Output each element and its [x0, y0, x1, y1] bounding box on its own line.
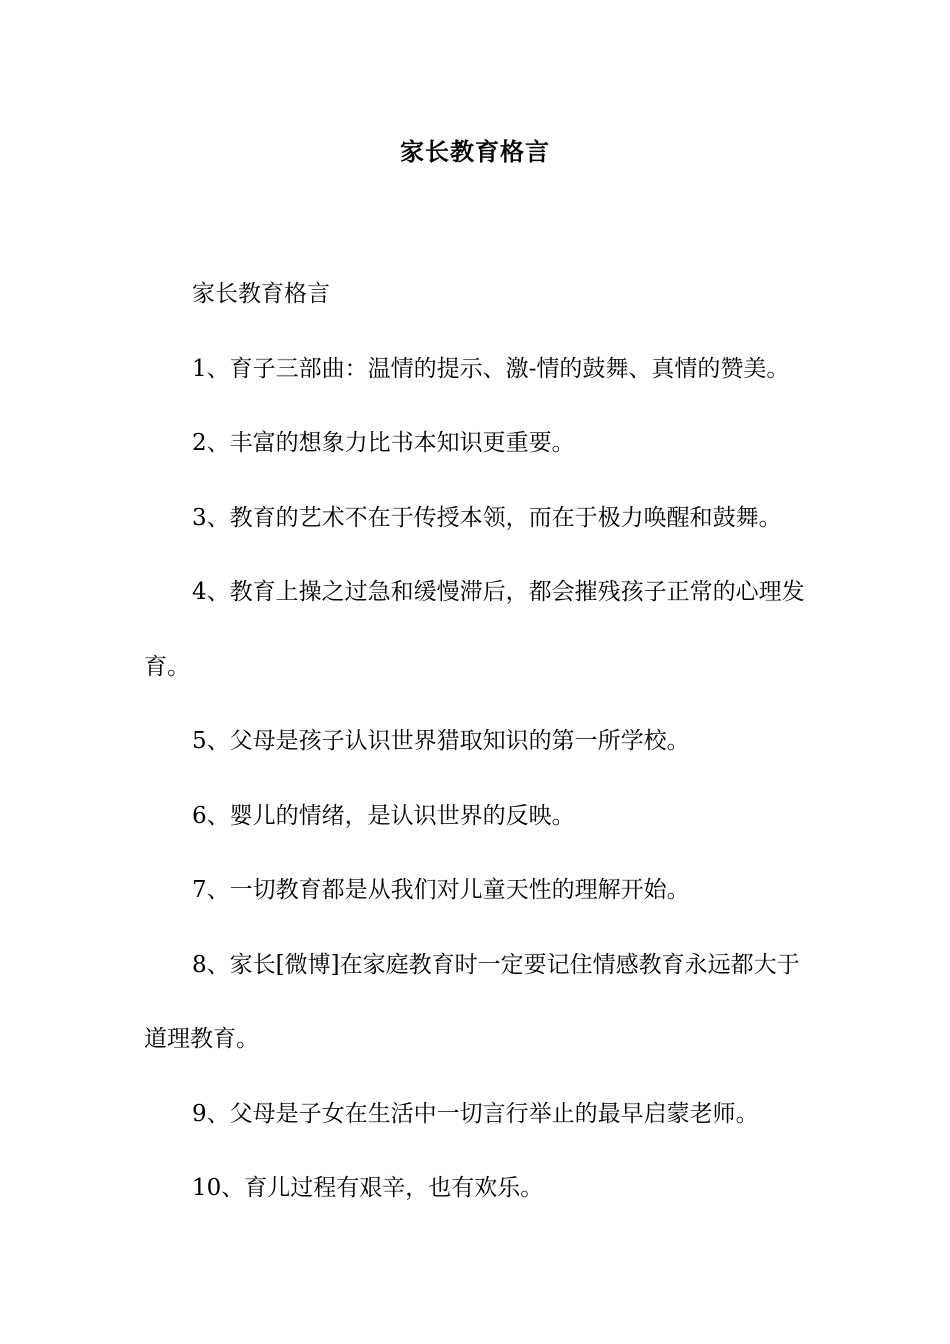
paragraph-item-2: 2、丰富的想象力比书本知识更重要。 — [192, 430, 575, 456]
document-title: 家长教育格言 — [400, 137, 550, 166]
document-body — [144, 257, 808, 1226]
paragraph-item-6: 6、婴儿的情绪，是认识世界的反映。 — [192, 802, 575, 829]
paragraph-item-9: 9、父母是子女在生活中一切言行举止的最早启蒙老师。 — [192, 1100, 759, 1127]
paragraph-item-5: 5、父母是孩子认识世界猎取知识的第一所学校。 — [192, 728, 690, 754]
paragraph-heading: 家长教育格言 — [192, 281, 330, 307]
paragraph-item-7: 7、一切教育都是从我们对儿童天性的理解开始。 — [192, 877, 690, 903]
paragraph-item-1: 1、育子三部曲：温情的提示、激-情的鼓舞、真情的赞美。 — [192, 355, 790, 382]
paragraph-item-4: 4、教育上操之过急和缓慢滞后，都会摧残孩子正常的心理发育。 — [144, 579, 805, 680]
paragraph-item-10: 10、育儿过程有艰辛，也有欢乐。 — [192, 1175, 544, 1201]
paragraph-item-3: 3、教育的艺术不在于传授本领，而在于极力唤醒和鼓舞。 — [192, 504, 782, 531]
paragraph-item-8: 8、家长[微博]在家庭教育时一定要记住情感教育永远都大于道理教育。 — [144, 951, 800, 1052]
